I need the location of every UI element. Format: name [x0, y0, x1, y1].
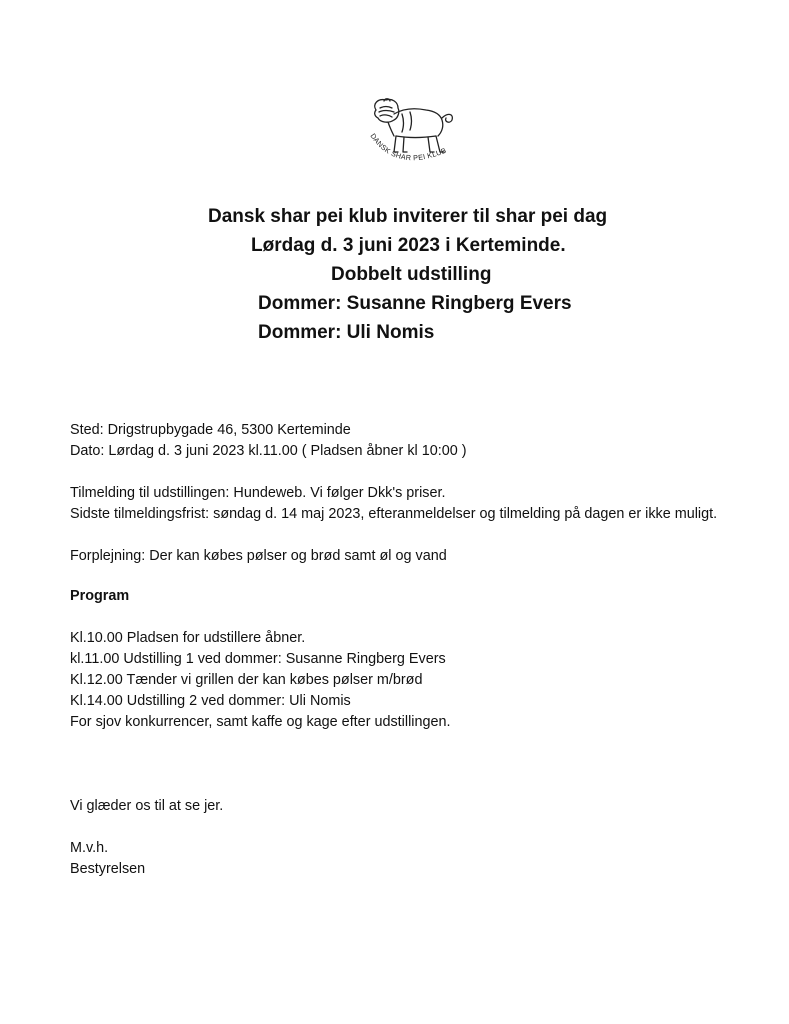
- club-logo: [358, 92, 478, 178]
- logo-text: DANSK SHAR PEI KLUB: [368, 131, 448, 163]
- heading-line-2: Lørdag d. 3 juni 2023 i Kerteminde.: [251, 235, 566, 256]
- program-item: Kl.12.00 Tænder vi grillen der kan købes pølser m/brød: [70, 672, 423, 688]
- program-item: For sjov konkurrencer, samt kaffe og kage efter udstillingen.: [70, 714, 451, 730]
- heading-line-5: Dommer: Uli Nomis: [258, 322, 435, 343]
- closing-greeting: Vi glæder os til at se jer.: [70, 798, 224, 814]
- heading-line-4: Dommer: Susanne Ringberg Evers: [258, 293, 572, 314]
- deadline-line: Sidste tilmeldingsfrist: søndag d. 14 maj 2023, efteranmeldelser og tilmelding på dagen er ikke muligt.: [70, 506, 718, 522]
- program-item: Kl.10.00 Pladsen for udstillere åbner.: [70, 630, 306, 646]
- program-item: Kl.14.00 Udstilling 2 ved dommer: Uli Nomis: [70, 693, 351, 709]
- heading-line-1: Dansk shar pei klub inviterer til shar pei dag: [208, 206, 608, 227]
- program-title: Program: [70, 588, 130, 604]
- invitation-body: [70, 420, 750, 880]
- shar-pei-dog-icon: [358, 92, 478, 178]
- heading-line-3: Dobbelt udstilling: [331, 264, 492, 285]
- catering-line: Forplejning: Der kan købes pølser og brød samt øl og vand: [70, 548, 447, 564]
- venue-line: Sted: Drigstrupbygade 46, 5300 Kerteminde: [70, 422, 351, 438]
- closing-signoff: M.v.h.: [70, 840, 109, 856]
- closing-signature: Bestyrelsen: [70, 861, 146, 877]
- registration-line: Tilmelding til udstillingen: Hundeweb. Vi følger Dkk's priser.: [70, 485, 446, 501]
- date-line: Dato: Lørdag d. 3 juni 2023 kl.11.00 ( Pladsen åbner kl 10:00 ): [70, 443, 467, 459]
- program-item: kl.11.00 Udstilling 1 ved dommer: Susanne Ringberg Evers: [70, 651, 446, 667]
